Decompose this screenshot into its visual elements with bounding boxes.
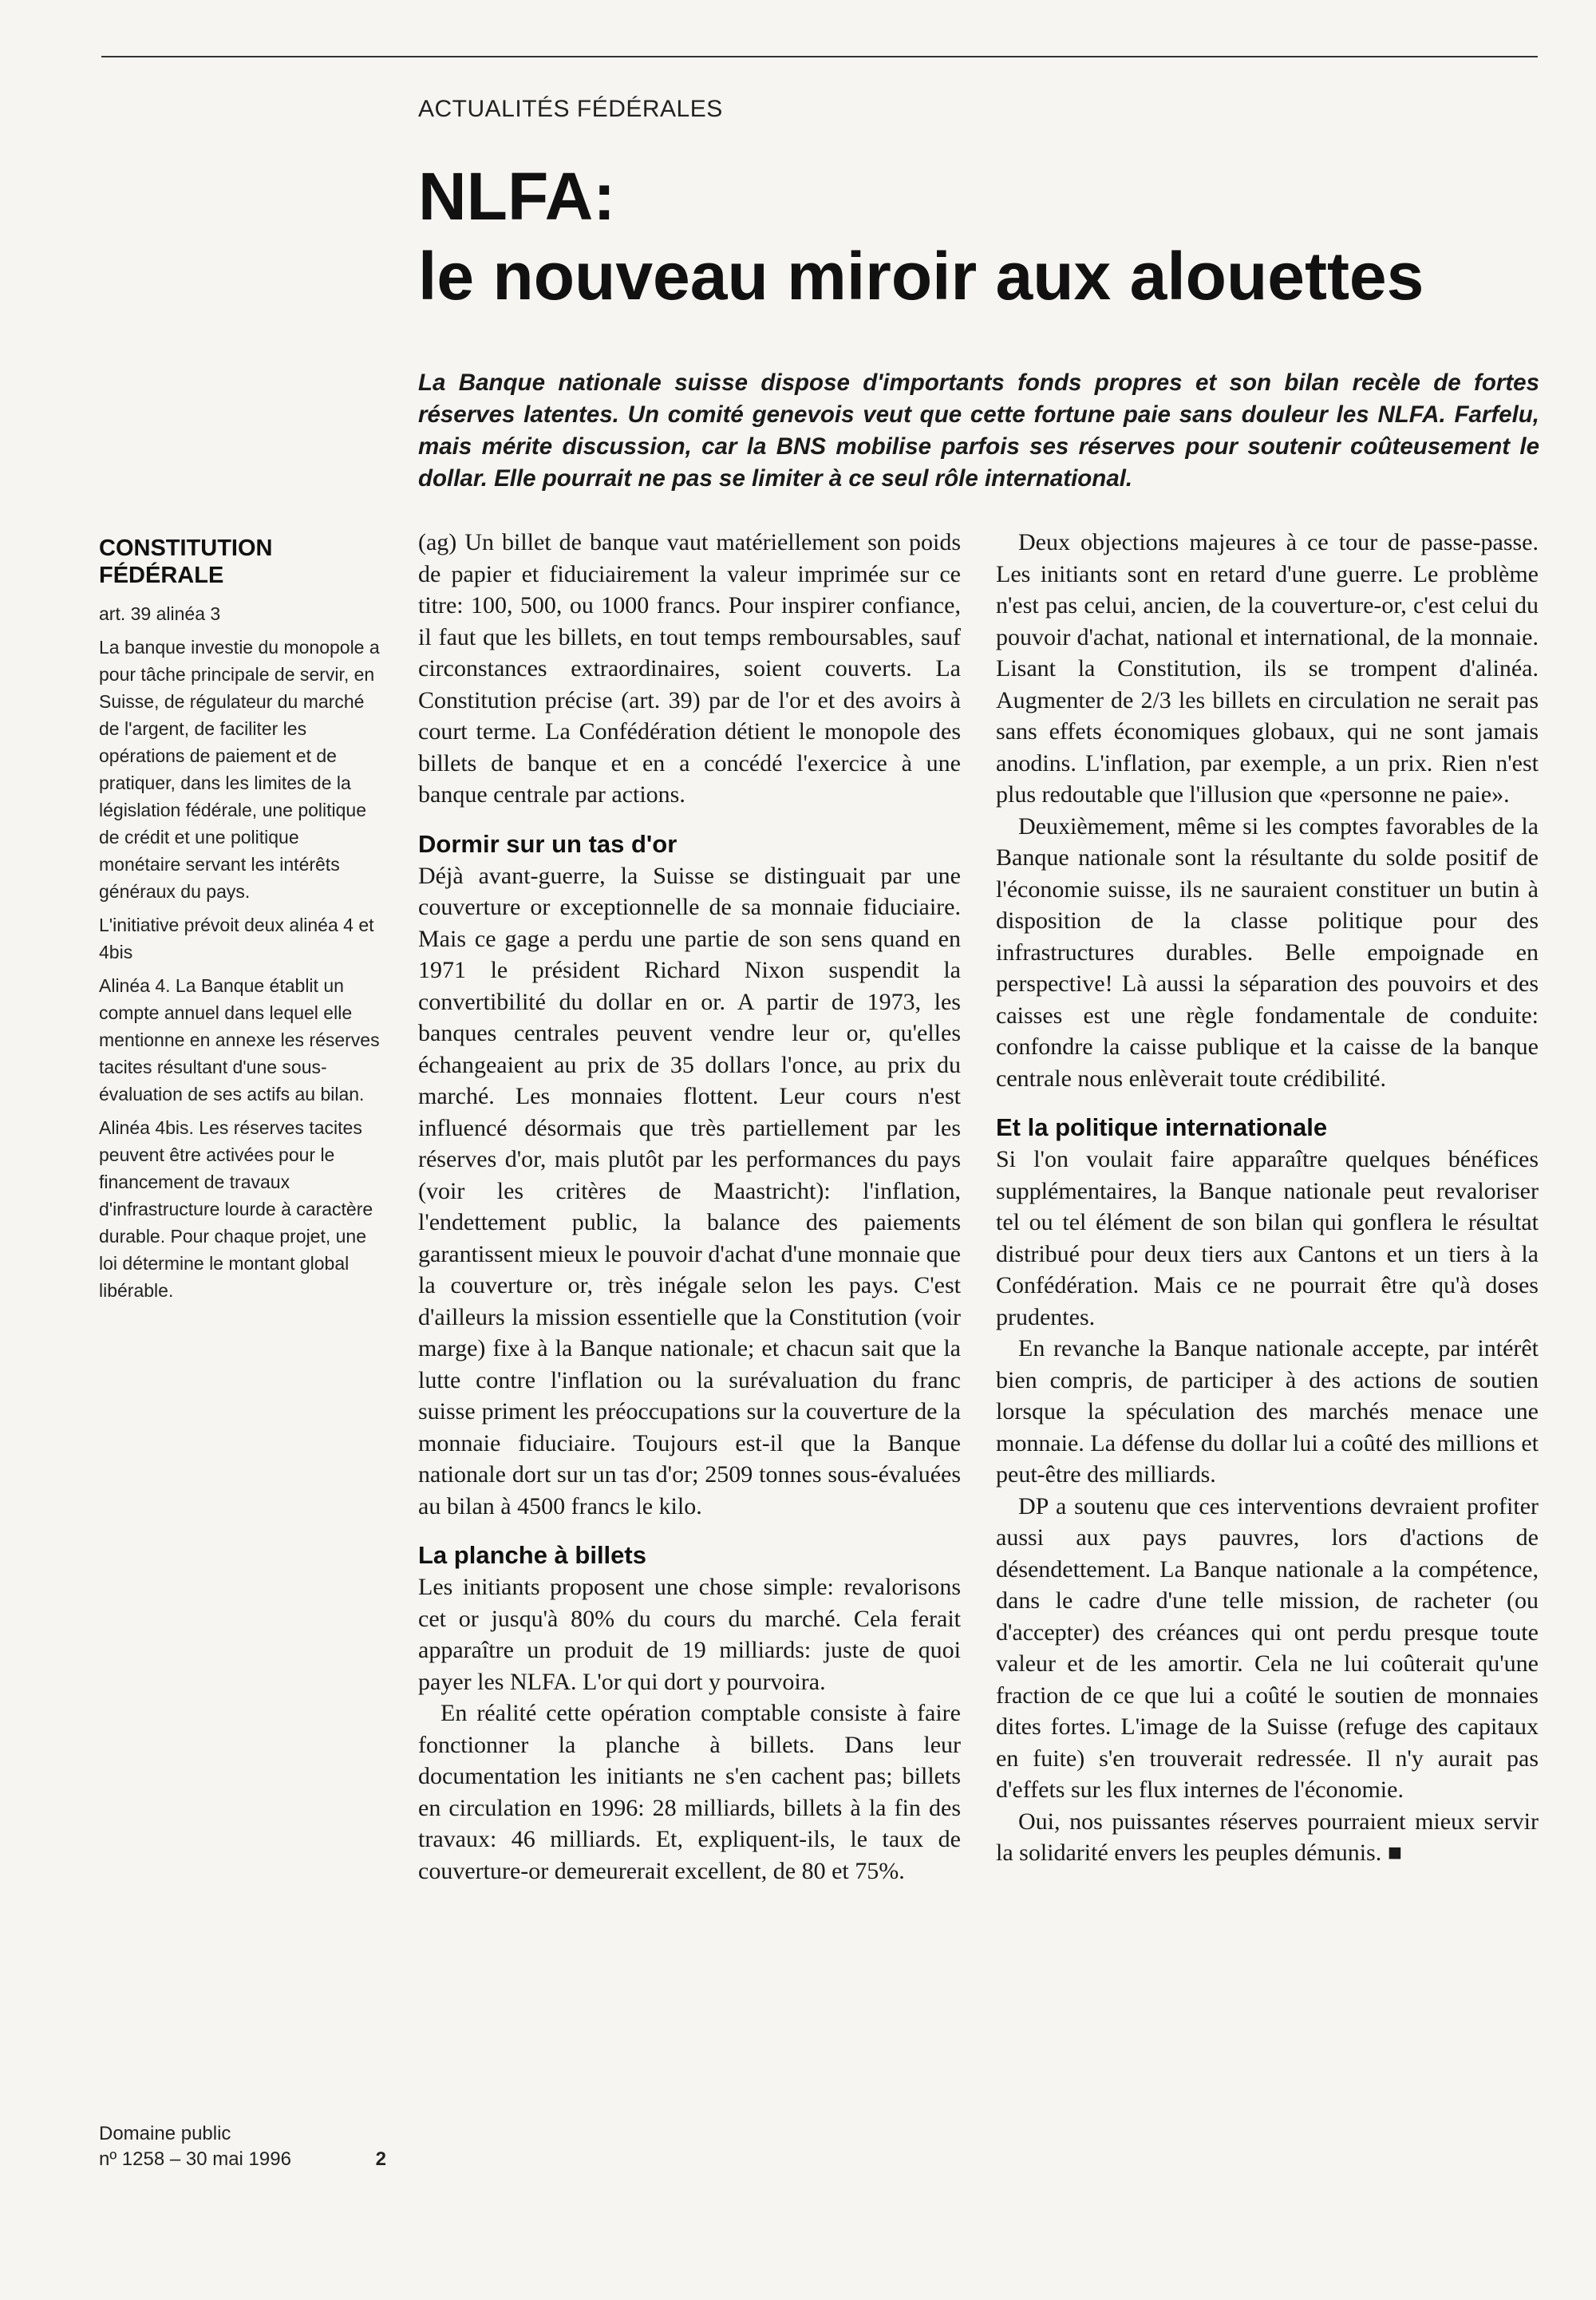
body-column-1 bbox=[418, 527, 961, 1887]
col1-heading-1: Dormir sur un tas d'or bbox=[418, 829, 678, 858]
footer-issue-line bbox=[99, 2147, 386, 2172]
footer-publication: Domaine public bbox=[99, 2123, 231, 2144]
col2-paragraph-6: Oui, nos puissantes réserves pourraient mieux servir la solidarité envers les peuples démunis. ■ bbox=[996, 1808, 1539, 1866]
title-line-1: NLFA: bbox=[418, 159, 616, 234]
col1-paragraph-1: (ag) Un billet de banque vaut matériellement son poids de papier et fiduciairement la valeur imprimée sur ce titre: 100, 500, ou 1000 francs. Pour inspirer confiance, il faut que les billets, en tout temps remboursables, sauf circonstances extraordinaires, soient couverts. La Constitution précise (art. 39) par de l'or et des avoirs à court terme. La Confédération détient le monopole des billets de banque et en a concédé l'exercice à une banque centrale par actions. bbox=[418, 529, 961, 808]
col2-paragraph-1: Deux objections majeures à ce tour de passe-passe. Les initiants sont en retard d'une guerre. Le problème n'est pas celui, ancien, de la couverture-or, c'est celui du pouvoir d'achat, national et international, de la monnaie. Lisant la Constitution, ils se trompent d'alinéa. Augmenter de 2/3 les billets en circulation ne serait pas sans effets économiques globaux, qui ne sont jamais anodins. L'inflation, par exemple, a un prix. Rien n'est plus redoutable que l'illusion que «personne ne paie». bbox=[996, 529, 1539, 808]
sidebar-text-1: La banque investie du monopole a pour tâche principale de servir, en Suisse, de régulateur du marché de l'argent, de faciliter les opérations de paiement et de pratiquer, dans les limites de la législation fédérale, une politique de crédit et une politique monétaire servant les intérêts généraux du pays. bbox=[99, 637, 380, 902]
body-column-2 bbox=[996, 527, 1539, 1869]
top-rule bbox=[101, 56, 1538, 57]
sidebar-text-4: Alinéa 4bis. Les réserves tacites peuvent être activées pour le financement de travaux d'infrastructure lourde à caractère durable. Pour chaque projet, une loi détermine le montant global libérable. bbox=[99, 1117, 373, 1301]
sidebar-text-3: Alinéa 4. La Banque établit un compte annuel dans lequel elle mentionne en annexe les réserves tacites résultant d'une sous-évaluation de ses actifs au bilan. bbox=[99, 975, 380, 1105]
sidebar-article-ref: art. 39 alinéa 3 bbox=[99, 603, 221, 624]
sidebar-constitution bbox=[99, 535, 382, 1310]
page-number: 2 bbox=[375, 2148, 386, 2170]
col2-paragraph-3: Si l'on voulait faire apparaître quelques bénéfices supplémentaires, la Banque nationale peut revaloriser tel ou tel élément de son bilan qui gonflera le résultat distribué pour deux tiers aux Cantons et un tiers à la Confédération. Mais ce ne pourrait être qu'à doses prudentes. bbox=[996, 1146, 1539, 1330]
col2-paragraph-2: Deuxièmement, même si les comptes favorables de la Banque nationale sont la résultante du solde positif de l'économie suisse, ils ne sauraient constituer un butin à disposition de la classe politique pour des infrastructures durables. Belle empoignade en perspective! Là aussi la séparation des pouvoirs et des caisses est une règle fondamentale de conduite: confondre la caisse publique et la caisse de la banque centrale nous enlèverait toute crédibilité. bbox=[996, 812, 1539, 1092]
col2-paragraph-5: DP a soutenu que ces interventions devraient profiter aussi aux pays pauvres, lors d'actions de désendettement. La Banque nationale a la compétence, dans le cadre d'une telle mission, de racheter (ou d'accepter) des créances qui ont perdu presque toute valeur et de les amortir. Cela ne lui coûterait qu'une fraction de ce que lui a coûté le soutien de monnaies dites fortes. L'image de la Suisse (refuge des capitaux en fuite) s'en trouverait redressée. Il n'y aurait pas d'effets sur les flux internes de l'économie. bbox=[996, 1492, 1539, 1803]
footer-issue: nº 1258 – 30 mai 1996 bbox=[99, 2148, 291, 2170]
lead-paragraph: La Banque nationale suisse dispose d'importants fonds propres et son bilan recèle de fortes réserves latentes. Un comité genevois veut que cette fortune paie sans douleur les NLFA. Farfelu, mais mérite discussion, car la BNS mobilise parfois ses réserves pour soutenir coûteusement le dollar. Elle pourrait ne pas se limiter à ce seul rôle international. bbox=[418, 370, 1539, 492]
page-footer bbox=[99, 2121, 386, 2172]
col2-heading-1: Et la politique internationale bbox=[996, 1113, 1328, 1141]
col1-paragraph-4: En réalité cette opération comptable consiste à faire fonctionner la planche à billets. Dans leur documentation les initiants ne s'en cachent pas; billets en circulation en 1996: 28 milliards, billets à la fin des travaux: 46 milliards. Et, expliquent-ils, le taux de couverture-or demeurerait excellent, de 80 et 75%. bbox=[418, 1700, 961, 1884]
col1-heading-2: La planche à billets bbox=[418, 1541, 646, 1569]
sidebar-text-2: L'initiative prévoit deux alinéa 4 et 4bis bbox=[99, 915, 374, 962]
col1-paragraph-3: Les initiants proposent une chose simple: revalorisons cet or jusqu'à 80% du cours du marché. Cela ferait apparaître un produit de 19 milliards: juste de quoi payer les NLFA. L'or qui dort y pourvoira. bbox=[418, 1574, 961, 1695]
col2-paragraph-4: En revanche la Banque nationale accepte, par intérêt bien compris, de participer à des actions de soutien lorsque la spéculation des marchés menace une monnaie. La défense du dollar lui a coûté des millions et peut-être des milliards. bbox=[996, 1335, 1539, 1488]
section-label: ACTUALITÉS FÉDÉRALES bbox=[418, 96, 723, 122]
title-line-2: le nouveau miroir aux alouettes bbox=[418, 239, 1424, 314]
col1-paragraph-2: Déjà avant-guerre, la Suisse se distinguait par une couverture or exceptionnelle de sa monnaie fiduciaire. Mais ce gage a perdu une partie de son sens quand en 1971 le président Richard Nixon suspendit la convertibilité du dollar en or. A partir de 1973, les banques centrales peuvent vendre leur or, qu'elles échangeaient au prix de 35 dollars l'once, au prix du marché. Les monnaies flottent. Leur cours n'est influencé désormais que très partiellement par les réserves d'or, mais plutôt par les performances du pays (voir les critères de Maastricht): l'inflation, l'endettement public, la balance des paiements garantissent mieux le pouvoir d'achat d'une monnaie que la couverture or, très inégale selon les pays. C'est d'ailleurs la mission essentielle que la Constitution (voir marge) fixe à la Banque nationale; et chacun sait que la lutte contre l'inflation ou la surévaluation du franc suisse priment les préoccupations sur la couverture de la monnaie fiduciaire. Toujours est-il que la Banque nationale dort sur un tas d'or; 2509 tonnes sous-évaluées au bilan à 4500 francs le kilo. bbox=[418, 862, 961, 1520]
article-title bbox=[418, 156, 1535, 316]
sidebar-title: CONSTITUTION FÉDÉRALE bbox=[99, 535, 273, 588]
